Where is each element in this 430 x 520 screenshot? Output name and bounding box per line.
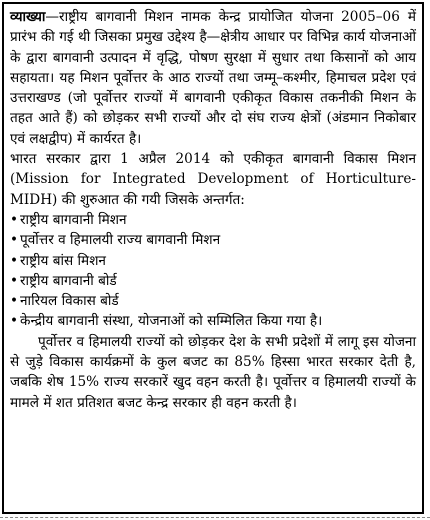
bullet-icon: • xyxy=(10,293,19,310)
bullet-icon: • xyxy=(10,313,19,330)
list-item: • पूर्वोत्तर व हिमालयी राज्य बागवानी मिशन xyxy=(10,230,416,250)
list-item: • नारियल विकास बोर्ड xyxy=(10,291,416,311)
intro-paragraph xyxy=(10,7,416,149)
bullet-icon: • xyxy=(10,272,19,289)
bullet-icon: • xyxy=(10,252,19,269)
page-divider xyxy=(0,517,430,518)
explanation-box xyxy=(2,2,424,514)
list-item: • राष्ट्रीय बांस मिशन xyxy=(10,251,416,271)
intro-text: —राष्ट्रीय बागवानी मिशन नामक केन्द्र प्रायोजित योजना 2005–06 में प्रारंभ की गई थी जिसका प्रमुख उद्देश्य है—क्षेत्रीय आधार पर विभिन्न कार्य योजनाओं के द्वारा बागवानी उत्पादन में वृद्धि, पोषण सुरक्षा में सुधार तथा किसानों को आय सहायता। यह मिशन पूर्वोत्तर के आठ राज्यों तथा जम्मू–कश्मीर, हिमाचल प्रदेश एवं उत्तराखण्ड (जो पूर्वोत्तर राज्यों में बागवानी एकीकृत विकास तकनीकी मिशन के तहत आते हैं) को छोड़कर सभी राज्यों और दो संघ राज्य क्षेत्रों (अंडमान निकोबार एवं लक्षद्वीप) में कार्यरत है। xyxy=(10,9,416,147)
bullet-icon: • xyxy=(10,232,19,249)
list-item: • राष्ट्रीय बागवानी बोर्ड xyxy=(10,271,416,291)
list-item: • केन्द्रीय बागवानी संस्था, योजनाओं को सम्मिलित किया गया है। xyxy=(10,311,416,331)
budget-paragraph: पूर्वोत्तर व हिमालयी राज्यों को छोड़कर देश के सभी प्रदेशों में लागू इस योजना से जुड़े विकास कार्यक्रमों के कुल बजट का 85% हिस्सा भारत सरकार देती है, जबकि शेष 15% राज्य सरकारें खुद वहन करती है। पूर्वोत्तर व हिमालयी राज्यों के मामले में शत प्रतिशत बजट केन्द्र सरकार ही वहन करती है। xyxy=(10,333,416,411)
explanation-label: व्याख्या xyxy=(10,9,46,25)
list-item: • राष्ट्रीय बागवानी मिशन xyxy=(10,210,416,230)
midh-paragraph: भारत सरकार द्वारा 1 अप्रैल 2014 को एकीकृत बागवानी विकास मिशन (Mission for Integrated Development of Horticulture-MIDH) की शुरुआत की गयी जिसके अन्तर्गत: xyxy=(10,151,416,208)
component-list xyxy=(10,210,416,332)
bullet-icon: • xyxy=(10,211,19,228)
